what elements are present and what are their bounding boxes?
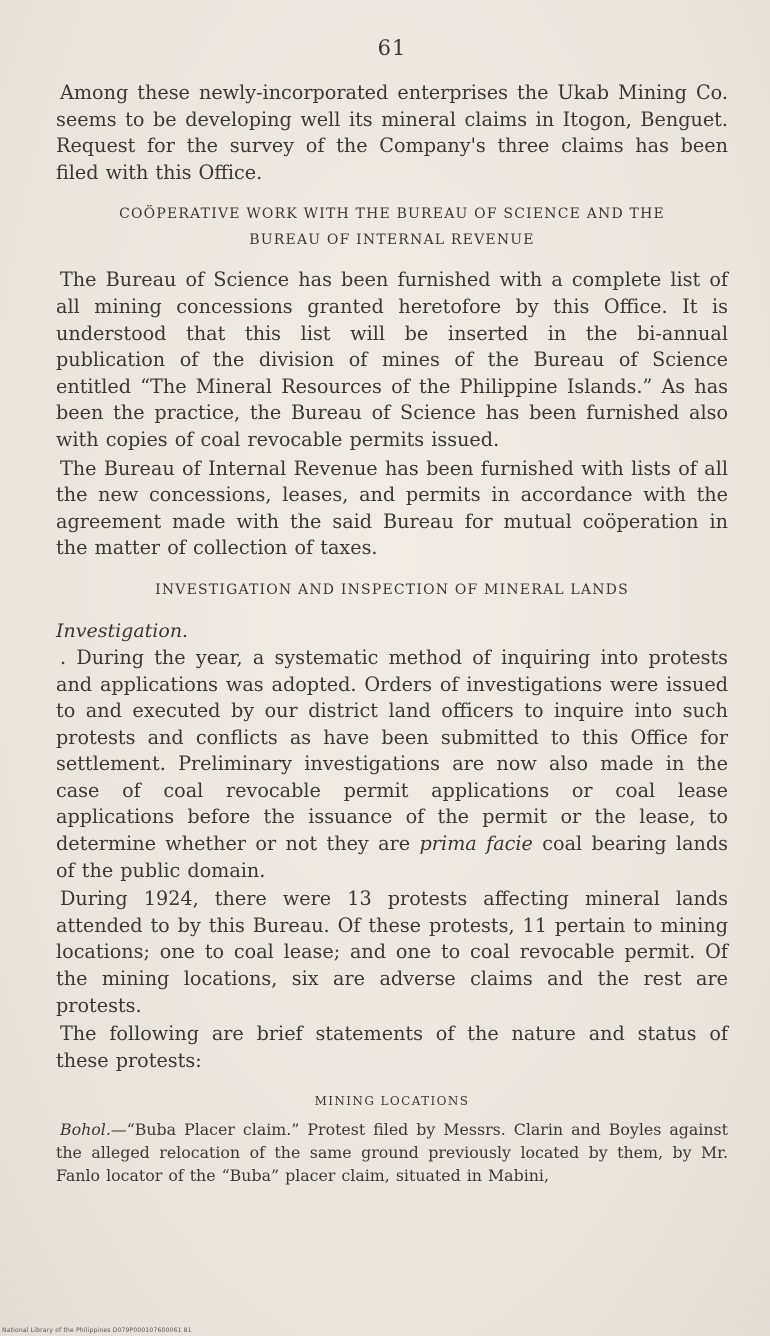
paragraph-bohol xyxy=(56,1118,728,1187)
paragraph-systematic-method-a: . During the year, a systematic method of inquiring into protests and applications was adopted. Orders of investigations were issued to and executed by our district land officers to inquire into such protests and conflicts as have been submitted to this Office for settlement. Preliminary investigations are now also made in the case of coal revocable permit applications or coal lease applications before the issuance of the permit or the lease, to determine whether or not they are xyxy=(56,645,728,856)
paragraph-systematic-method-b: coal bearing lands of the public domain. xyxy=(56,832,728,882)
page-number: 61 xyxy=(377,36,407,60)
heading-cooperative-work xyxy=(56,201,728,253)
prima-facie-italic: prima facie xyxy=(419,832,533,856)
library-footer: National Library of the Philippines D079P000107600061 81 xyxy=(2,1327,192,1334)
paragraph-1924-protests: During 1924, there were 13 protests affecting mineral lands attended to by this Bureau. Of these protests, 11 pertain to mining locations; one to coal lease; and one to coal revocable permit. Of the mining locations, six are adverse claims and the rest are protests. xyxy=(56,887,728,1017)
paragraph-internal-revenue: The Bureau of Internal Revenue has been furnished with lists of all the new concessions, leases, and permits in accordance with the agreement made with the said Bureau for mutual coöperation in the matter of collection of taxes. xyxy=(56,456,728,560)
bohol-text: —“Buba Placer claim.” Protest filed by Messrs. Clarin and Boyles against the alleged relocation of the same ground previously located by them, by Mr. Fanlo locator of the “Buba” placer claim, situated in Mabini, xyxy=(56,1120,728,1186)
paragraph-ukab-mining: Among these newly-incorporated enterprises the Ukab Mining Co. seems to be developing well its mineral claims in Itogon, Benguet. Request for the survey of the Company's three claims has been filed with this Office. xyxy=(56,81,728,184)
paragraph-following-statements: The following are brief statements of the nature and status of these protests: xyxy=(56,1022,728,1072)
heading-cooperative-line-1: COÖPERATIVE WORK WITH THE BUREAU OF SCIENCE AND THE xyxy=(119,206,665,223)
heading-mining-locations: MINING LOCATIONS xyxy=(314,1094,470,1109)
paragraph-systematic-method xyxy=(56,645,728,884)
bohol-section xyxy=(56,1118,728,1187)
bohol-label: Bohol. xyxy=(60,1120,111,1140)
paragraph-bureau-of-science: The Bureau of Science has been furnished with a complete list of all mining concessions granted heretofore by this Office. It is understood that this list will be inserted in the bi-annual publication of the division of mines of the Bureau of Science entitled “The Mineral Resources of the Philippine Islands.” As has been the practice, the Bureau of Science has been furnished also with copies of coal revocable permits issued. xyxy=(56,268,728,451)
heading-cooperative-line-2: BUREAU OF INTERNAL REVENUE xyxy=(249,232,535,249)
subheading-investigation: Investigation. xyxy=(56,619,189,642)
heading-investigation-inspection: INVESTIGATION AND INSPECTION OF MINERAL LANDS xyxy=(155,581,629,598)
document-body xyxy=(56,36,728,1187)
